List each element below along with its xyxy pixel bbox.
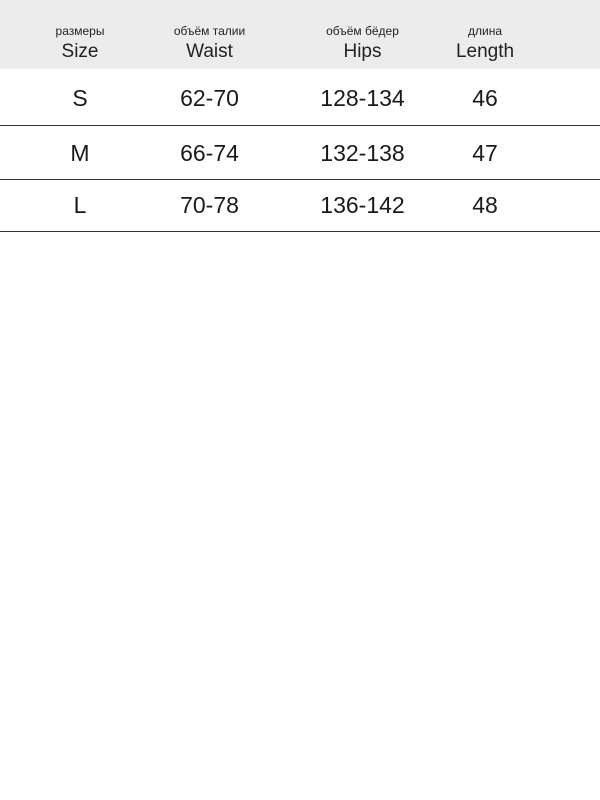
- cell-size: M: [70, 140, 90, 166]
- cell-length: 47: [472, 140, 498, 166]
- header-waist-ru: объём талии: [173, 24, 246, 38]
- header-hips: [300, 0, 425, 69]
- header-size-en: Size: [61, 41, 99, 62]
- table-row: [0, 178, 600, 232]
- header-size-ru: размеры: [55, 24, 105, 38]
- header-hips-ru: объём бёдер: [326, 24, 399, 38]
- header-length-en: Length: [455, 41, 515, 62]
- table-row: [0, 126, 600, 180]
- cell-hips: 128-134: [320, 85, 405, 111]
- header-length: [425, 0, 545, 69]
- header-waist-en: Waist: [186, 41, 233, 62]
- header-length-ru: длина: [467, 24, 502, 38]
- cell-length: 48: [472, 192, 498, 218]
- header-size: [20, 0, 140, 69]
- table-header-row: [0, 0, 600, 69]
- header-waist: [147, 0, 272, 69]
- cell-waist: 70-78: [180, 192, 239, 218]
- table-row: [0, 71, 600, 125]
- cell-hips: 132-138: [320, 140, 405, 166]
- cell-waist: 66-74: [180, 140, 239, 166]
- row-divider: [0, 231, 600, 232]
- header-hips-en: Hips: [343, 41, 382, 62]
- cell-length: 46: [472, 85, 498, 111]
- cell-hips: 136-142: [320, 192, 405, 218]
- cell-size: L: [73, 192, 87, 218]
- cell-waist: 62-70: [180, 85, 239, 111]
- cell-size: S: [72, 85, 88, 111]
